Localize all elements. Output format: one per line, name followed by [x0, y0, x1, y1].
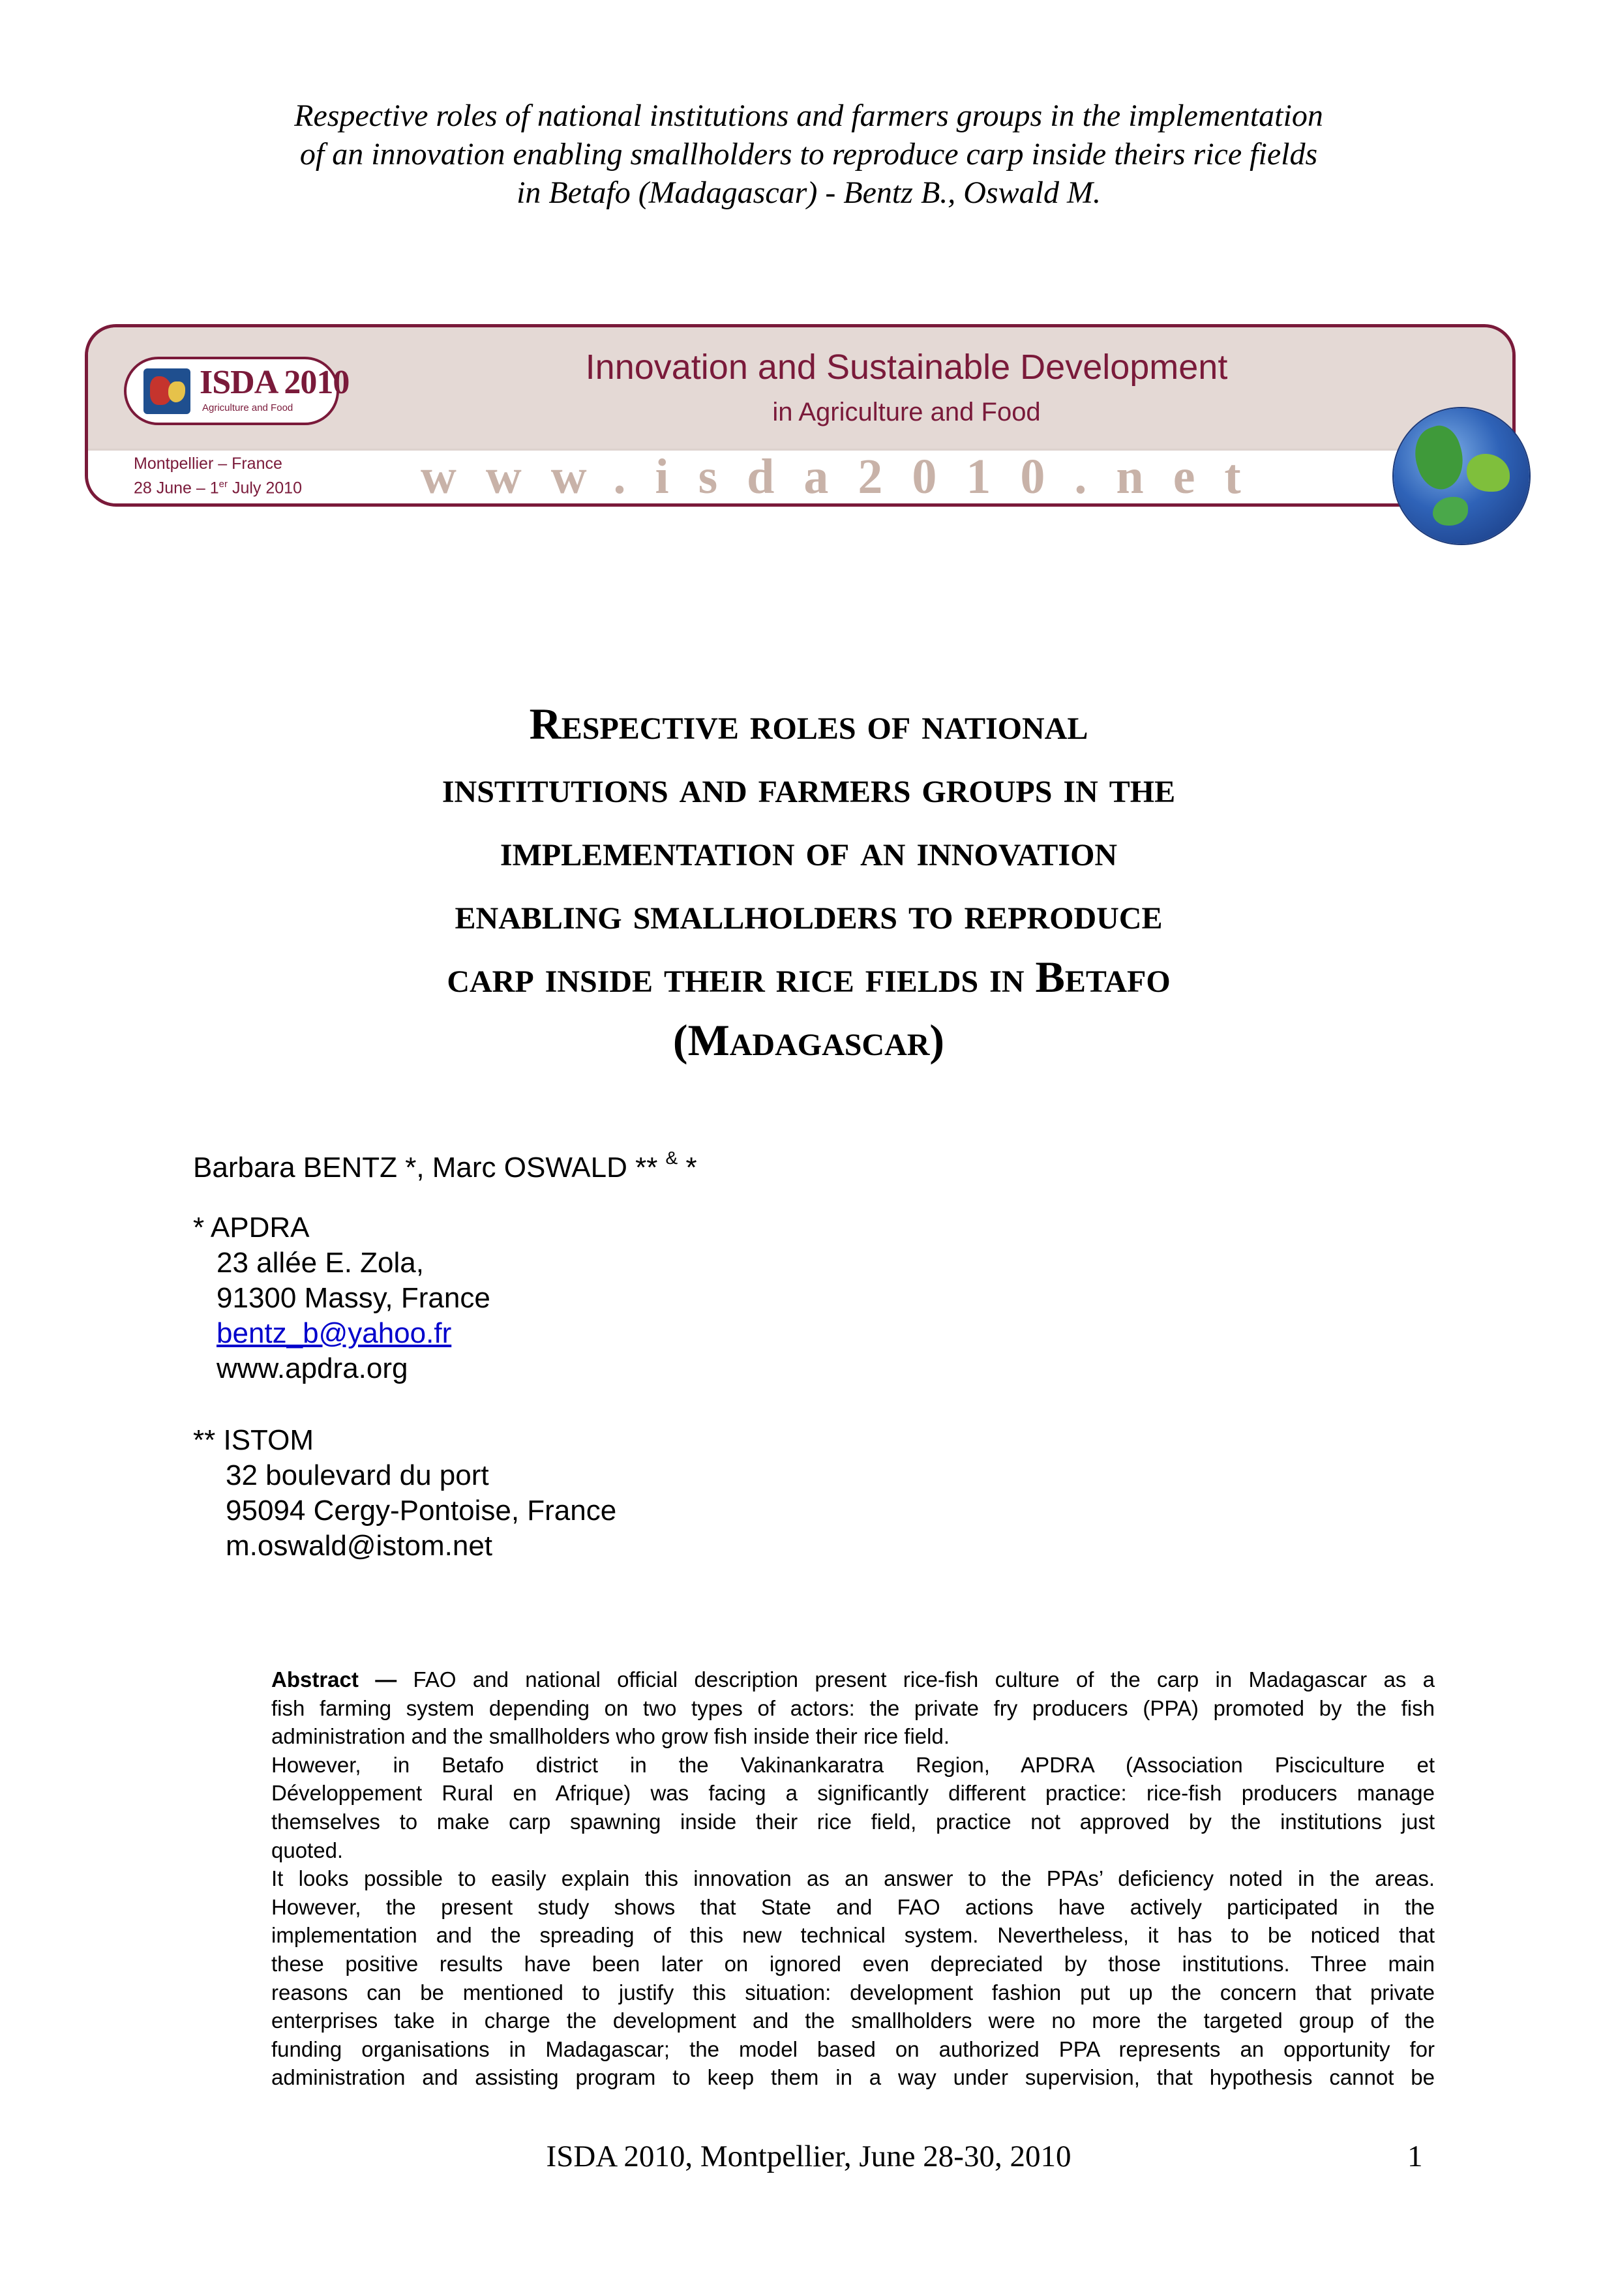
abstract-line: administration and assisting program to keep them in a way under supervision, that hypothesis cannot be: [271, 2065, 1435, 2090]
title-line: carp inside their rice fields in Betafo: [447, 952, 1171, 1002]
globe-icon: [1394, 408, 1529, 544]
banner-url: www.isda2010.net: [421, 449, 1270, 504]
banner-subtitle: in Agriculture and Food: [772, 398, 1041, 426]
title-line: enabling smallholders to reproduce: [455, 889, 1163, 938]
abstract-line: these positive results have been later on ignored even depreciated by those institutions. Three main: [271, 1951, 1435, 1976]
banner-title: Innovation and Sustainable Development: [585, 348, 1228, 387]
author-list: Barbara BENTZ *, Marc OSWALD ** & *: [193, 1148, 697, 1184]
abstract-line: However, in Betafo district in the Vakinankaratra Region, APDRA (Association Pisciculture et: [271, 1752, 1435, 1777]
isda-logo: [124, 357, 350, 425]
affiliation-line: m.oswald@istom.net: [226, 1530, 493, 1562]
isda-map-icon: [143, 368, 190, 414]
banner-location: [134, 454, 302, 498]
website-text: www.apdra.org: [217, 1352, 408, 1384]
affiliation-label: * APDRA: [193, 1212, 310, 1244]
abstract-line: Abstract — FAO and national official description present rice-fish culture of the carp in Madagascar as a: [271, 1667, 1435, 1692]
affiliation-istom: [193, 1423, 616, 1564]
affiliation-apdra: [193, 1210, 490, 1386]
affiliation-line: 91300 Massy, France: [217, 1282, 490, 1314]
logo-subtitle: Agriculture and Food: [202, 402, 293, 413]
abstract-line: reasons can be mentioned to justify this situation: development fashion put up the concern that private: [271, 1980, 1435, 2005]
affiliation-line: 95094 Cergy-Pontoise, France: [226, 1495, 617, 1527]
abstract-line: administration and the smallholders who grow fish inside their rice field.: [271, 1724, 950, 1749]
abstract-line: themselves to make carp spawning inside their rice field, practice not approved by the institutions just: [271, 1809, 1435, 1834]
title-line: implementation of an innovation: [500, 826, 1118, 875]
affiliation-line: 32 boulevard du port: [226, 1459, 489, 1491]
abstract-line: Développement Rural en Afrique) was facing a significantly different practice: rice-fish producers manage: [271, 1781, 1435, 1806]
paper-title: [215, 693, 1402, 1072]
abstract-line: quoted.: [271, 1838, 344, 1862]
affiliation-label: ** ISTOM: [193, 1424, 314, 1456]
running-header-line: of an innovation enabling smallholders to reproduce carp inside theirs rice fields: [299, 137, 1318, 171]
running-header: [196, 97, 1422, 212]
running-header-line: Respective roles of national institutions and farmers groups in the implementation: [294, 98, 1323, 133]
title-line: Respective roles of national: [529, 699, 1088, 749]
page-footer: ISDA 2010, Montpellier, June 28-30, 2010: [546, 2139, 1071, 2173]
title-line: institutions and farmers groups in the: [442, 762, 1176, 812]
logo-title: ISDA 2010: [200, 364, 350, 401]
page-number: 1: [1407, 2139, 1423, 2173]
location-dates: 28 June – 1er July 2010: [134, 479, 302, 498]
location-city: Montpellier – France: [134, 455, 282, 473]
title-line: (Madagascar): [672, 1015, 945, 1065]
abstract-line: enterprises take in charge the development and the smallholders were no more the targeted group of the: [271, 2008, 1435, 2033]
abstract-line: However, the present study shows that State and FAO actions have actively participated in the: [271, 1894, 1435, 1919]
abstract: [271, 1665, 1435, 2092]
conference-banner: [85, 324, 1516, 507]
abstract-line: implementation and the spreading of this new technical system. Nevertheless, it has to be noticed that: [271, 1923, 1435, 1948]
abstract-line: funding organisations in Madagascar; the model based on authorized PPA represents an opportunity for: [271, 2036, 1435, 2061]
abstract-line: It looks possible to easily explain this innovation as an answer to the PPAs’ deficiency noted in the areas.: [271, 1866, 1435, 1891]
abstract-label: Abstract —: [271, 1667, 397, 1692]
running-header-line: in Betafo (Madagascar) - Bentz B., Oswald M.: [517, 175, 1101, 210]
email-link[interactable]: bentz_b@yahoo.fr: [217, 1317, 452, 1349]
affiliation-line: 23 allée E. Zola,: [217, 1247, 424, 1279]
abstract-line: fish farming system depending on two types of actors: the private fry producers (PPA) promoted by the fish: [271, 1695, 1435, 1720]
